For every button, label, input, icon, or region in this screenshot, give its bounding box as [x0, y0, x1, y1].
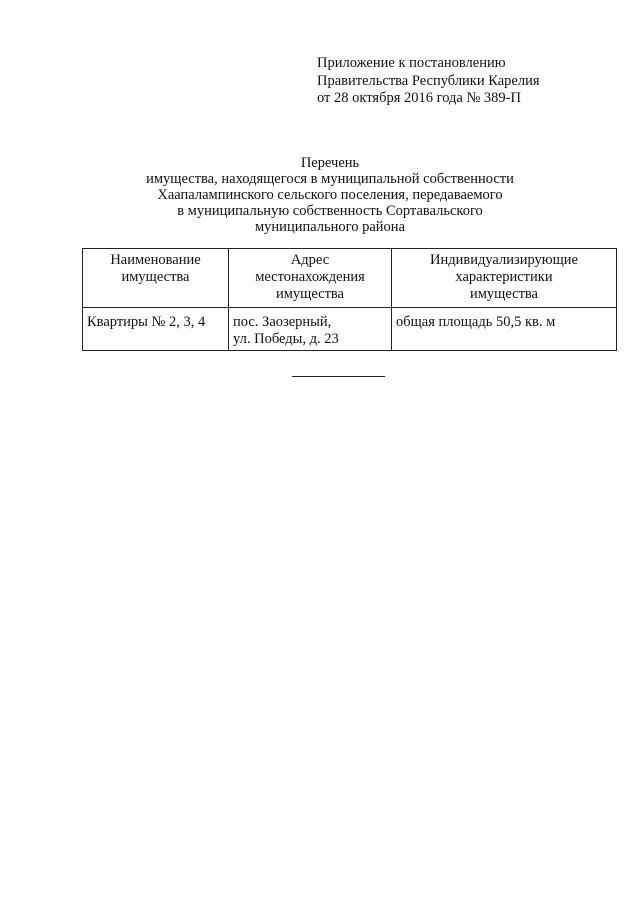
cell-address: пос. Заозерный, ул. Победы, д. 23 [229, 308, 392, 351]
end-divider [292, 376, 385, 377]
heading-line: Хаапалампинского сельского поселения, передаваемого [157, 187, 503, 203]
header-address: Адрес местонахождения имущества [229, 249, 392, 308]
header-name: Наименование имущества [83, 249, 229, 308]
property-table [82, 248, 617, 351]
appendix-line: Приложение к постановлению [317, 55, 506, 71]
table-header-row [83, 249, 617, 308]
document-title: Перечень [300, 155, 360, 171]
document-heading [80, 155, 580, 235]
appendix-line: от 28 октября 2016 года № 389-П [317, 90, 521, 106]
table-row [83, 308, 617, 351]
cell-characteristics: общая площадь 50,5 кв. м [392, 308, 617, 351]
appendix-reference [317, 55, 540, 108]
cell-name: Квартиры № 2, 3, 4 [83, 308, 229, 351]
heading-line: в муниципальную собственность Сортавальского [177, 203, 483, 219]
heading-line: имущества, находящегося в муниципальной собственности [146, 171, 514, 187]
appendix-line: Правительства Республики Карелия [317, 72, 540, 89]
heading-line: муниципального района [255, 219, 405, 235]
header-characteristics: Индивидуализирующие характеристики имущества [392, 249, 617, 308]
